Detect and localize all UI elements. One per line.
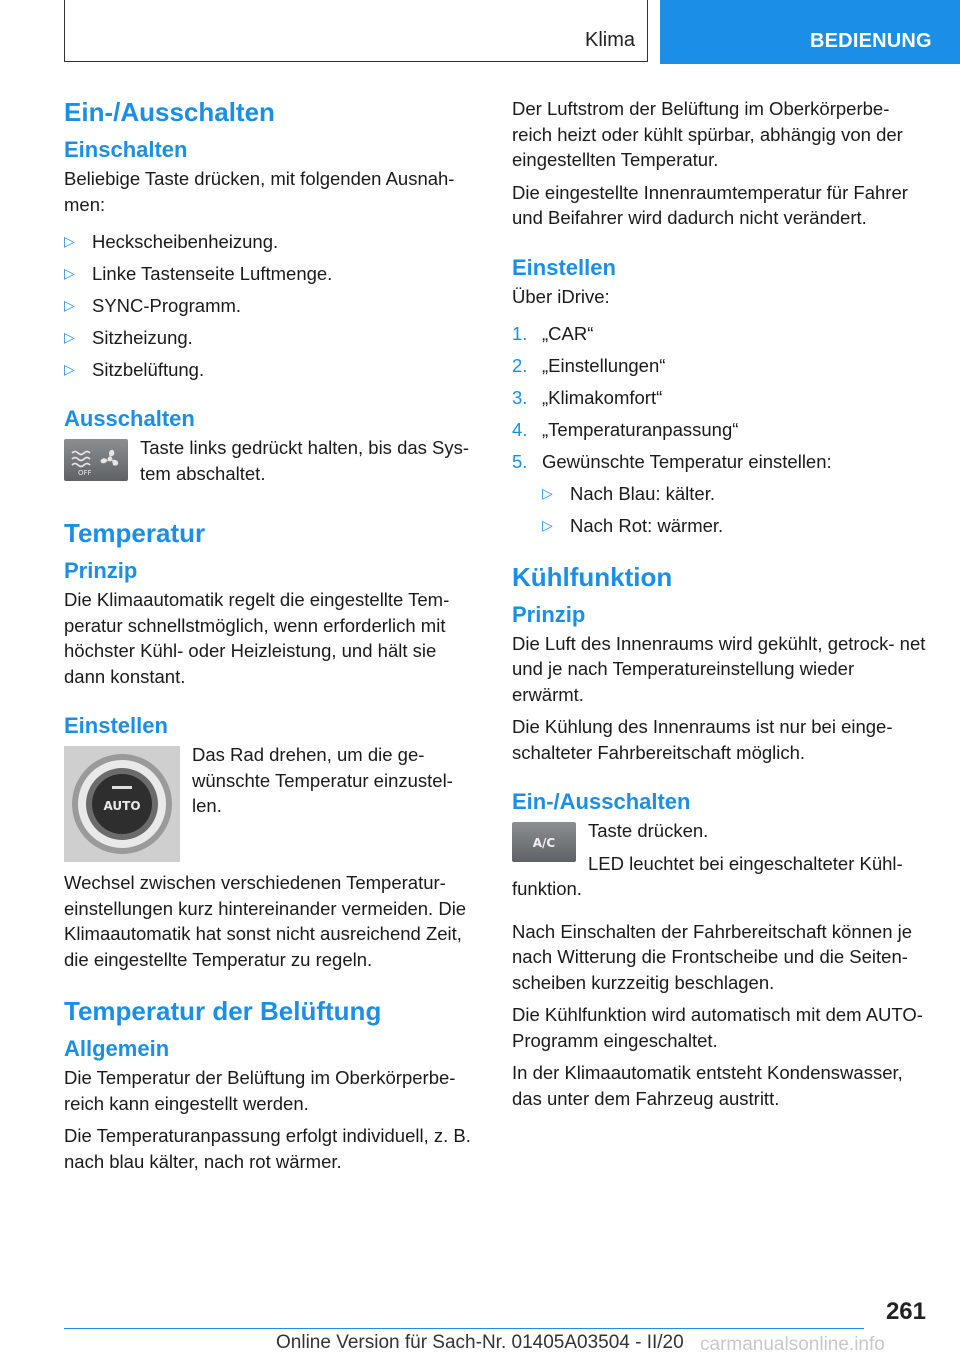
svg-text:OFF: OFF bbox=[78, 469, 92, 477]
paragraph-ausschalten: Taste links gedrückt halten, bis das Sys‐ tem abschaltet. bbox=[140, 437, 470, 484]
triangle-right-icon: ▷ bbox=[542, 516, 553, 533]
heading-kuehlfunktion: Kühlfunktion bbox=[512, 561, 673, 592]
list-item: ▷ Sitzbelüftung. bbox=[64, 357, 478, 383]
heading-temperatur: Temperatur bbox=[64, 518, 206, 548]
paragraph-einschalten: Beliebige Taste drücken, mit folgenden Ausnah‐ men: bbox=[64, 168, 455, 215]
triangle-right-icon: ▷ bbox=[542, 484, 553, 501]
paragraph-allgemein-1: Die Temperatur der Belüftung im Oberkörperbe‐ reich kann eingestellt werden. bbox=[64, 1067, 456, 1114]
list-item: ▷ Nach Blau: kälter. bbox=[542, 481, 926, 507]
heading-allgemein: Allgemein bbox=[64, 1036, 170, 1061]
paragraph-wechsel: Wechsel zwischen verschiedenen Temperatur‐ einstellungen kurz hintereinander vermeiden. Die Klimaautomatik hat sonst nicht ausreichend Zeit, die eingestellte Temperatur zu regeln. bbox=[64, 872, 467, 970]
list-item: 3. „Klimakomfort“ bbox=[512, 387, 663, 408]
heading-ausschalten: Ausschalten bbox=[64, 406, 195, 431]
header-section-box bbox=[64, 0, 648, 62]
heading-prinzip: Prinzip bbox=[64, 558, 138, 583]
list-item: 4. „Temperaturanpassung“ bbox=[512, 419, 739, 440]
triangle-right-icon: ▷ bbox=[64, 233, 75, 249]
list-item: ▷ Nach Rot: wärmer. bbox=[542, 513, 926, 539]
ac-button-icon bbox=[512, 822, 576, 862]
header-section-title: Klima bbox=[584, 29, 635, 51]
heading-temperatur-belueftung: Temperatur der Belüftung bbox=[64, 996, 382, 1026]
right-column bbox=[512, 96, 926, 1118]
page-header bbox=[0, 0, 960, 66]
triangle-right-icon: ▷ bbox=[64, 265, 75, 281]
ac-figure-row bbox=[512, 818, 926, 909]
page-number: 261 bbox=[885, 1298, 926, 1325]
watermark: carmanualsonline.info bbox=[700, 1334, 885, 1355]
heading-einstellen: Einstellen bbox=[64, 713, 168, 738]
heading-einstellen-idrive: Einstellen bbox=[512, 254, 616, 280]
paragraph-led: LED leuchtet bei eingeschalteter Kühl‐ funktion. bbox=[512, 852, 903, 899]
heading-prinzip-kuehl: Prinzip bbox=[512, 601, 586, 627]
paragraph-prinzip: Die Klimaautomatik regelt die eingestellte Tem‐ peratur schnellstmöglich, wenn erforderlich mit höchster Kühl- oder Heizleistung, und hält sie dann konstant. bbox=[64, 589, 450, 687]
paragraph-idrive: Über iDrive: bbox=[512, 285, 610, 307]
heading-einschalten: Einschalten bbox=[64, 137, 188, 162]
paragraph-auto-programm: Die Kühlfunktion wird automatisch mit dem AUTO-Programm eingeschaltet. bbox=[512, 1004, 923, 1051]
header-chapter-tab: BEDIENUNG bbox=[660, 0, 960, 64]
list-item: 2. „Einstellungen“ bbox=[512, 355, 666, 376]
paragraph-prinzip-kuehl-1: Die Luft des Innenraums wird gekühlt, getrock‐ net und je nach Temperatureinstellung wieder erwärmt. bbox=[512, 632, 926, 705]
list-item: ▷ SYNC-Programm. bbox=[64, 293, 478, 319]
color-substeps-list bbox=[542, 481, 926, 539]
knob-auto-label: AUTO bbox=[103, 799, 141, 813]
footer-divider bbox=[64, 1328, 864, 1329]
einstellen-figure-row bbox=[64, 742, 478, 870]
paragraph-innenraum: Die eingestellte Innenraumtemperatur für Fahrer und Beifahrer wird dadurch nicht verändert. bbox=[512, 181, 908, 228]
paragraph-kondenswasser: In der Klimaautomatik entsteht Kondenswasser, das unter dem Fahrzeug austritt. bbox=[512, 1062, 903, 1109]
paragraph-nach-einschalten: Nach Einschalten der Fahrbereitschaft können je nach Witterung die Frontscheibe und die Seiten‐ scheiben kurzzeitig beschlagen. bbox=[512, 920, 913, 993]
idrive-steps-list bbox=[512, 321, 926, 538]
paragraph-allgemein-2: Die Temperaturanpassung erfolgt individuell, z. B. nach blau kälter, nach rot wärmer. bbox=[64, 1125, 471, 1172]
triangle-right-icon: ▷ bbox=[64, 361, 75, 377]
ac-button-label: A/C bbox=[532, 836, 556, 850]
fan-off-button-icon bbox=[64, 439, 128, 481]
list-item: ▷ Linke Tastenseite Luftmenge. bbox=[64, 261, 478, 287]
paragraph-prinzip-kuehl-2: Die Kühlung des Innenraums ist nur bei einge‐ schalteter Fahrbereitschaft möglich. bbox=[512, 716, 893, 763]
heading-ein-ausschalten: Ein-/Ausschalten bbox=[64, 97, 275, 127]
paragraph-taste: Taste drücken. bbox=[588, 820, 709, 841]
list-item: ▷ Sitzheizung. bbox=[64, 325, 478, 351]
heading-ein-ausschalten-kuehl: Ein-/Ausschalten bbox=[512, 789, 691, 814]
triangle-right-icon: ▷ bbox=[64, 329, 75, 345]
paragraph-einstellen: Das Rad drehen, um die ge‐ wünschte Temperatur einzustel‐ len. bbox=[192, 744, 453, 816]
exceptions-list bbox=[64, 229, 478, 383]
temperature-knob-icon bbox=[64, 746, 180, 862]
list-item: 1. „CAR“ bbox=[512, 323, 594, 344]
list-item: 5. Gewünschte Temperatur einstellen: ▷ Nach Blau: kälter. ▷ Nach Rot: wärmer. bbox=[512, 449, 926, 538]
left-column bbox=[64, 96, 478, 1181]
footer-online-version: Online Version für Sach-Nr. 01405A03504 - II/20 bbox=[276, 1332, 684, 1353]
paragraph-luftstrom: Der Luftstrom der Belüftung im Oberkörperbe‐ reich heizt oder kühlt spürbar, abhängig von der eingestellten Temperatur. bbox=[512, 98, 903, 170]
triangle-right-icon: ▷ bbox=[64, 297, 75, 313]
ausschalten-figure-row bbox=[64, 435, 478, 493]
list-item: ▷ Heckscheibenheizung. bbox=[64, 229, 478, 255]
